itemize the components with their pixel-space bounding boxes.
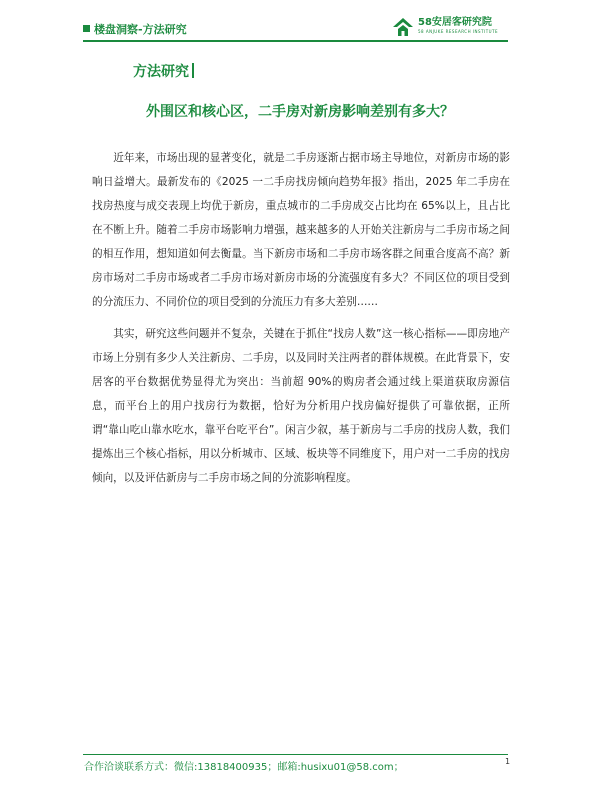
page-number: 1 xyxy=(505,757,511,766)
footer-contact: 合作洽谈联系方式：微信:13818400935；邮箱:husixu01@58.com； xyxy=(84,762,404,773)
logo-house-icon xyxy=(392,17,414,37)
section-heading xyxy=(133,61,194,81)
logo-text xyxy=(418,17,498,35)
logo-name: 58安居客研究院 xyxy=(418,17,492,28)
section-heading-text: 方法研究 xyxy=(133,64,189,80)
article-paragraph: 近年来，市场出现的显著变化，就是二手房逐渐占据市场主导地位，对新房市场的影响日益增大。最新发布的《2025 一二手房找房倾向趋势年报》指出，2025 年二手房在找房热度与成交表现上均优于新房，重点城市的二手房成交占比均在 65%以上，且占比在不断上升。随着二手房市场影响力增强，越来越多的人开始关注新房与二手房市场之间的相互作用，想知道如何去衡量。当下新房市场和二手房市场客群之间重合度高不高？新房市场对二手房市场或者二手房市场对新房市场的分流强度有多大？不同区位的项目受到的分流压力、不同价位的项目受到的分流压力有多大差别…… xyxy=(92,152,510,308)
section-heading-bar xyxy=(192,63,194,78)
logo-subtitle: 58 ANJUKE RESEARCH INSTITUTE xyxy=(418,29,499,34)
footer-divider xyxy=(83,754,508,755)
article-paragraph: 其实，研究这些问题并不复杂，关键在于抓住“找房人数”这一核心指标——即房地产市场上分别有多少人关注新房、二手房，以及同时关注两者的群体规模。在此背景下，安居客的平台数据优势显得尤为突出：当前超 90%的购房者会通过线上渠道获取房源信息，而平台上的用户找房行为数据，恰好为分析用户找房偏好提供了可靠依据，正所谓“靠山吃山靠水吃水，靠平台吃平台”。闲言少叙，基于新房与二手房的找房人数，我们提炼出三个核心指标，用以分析城市、区域、板块等不同维度下，用户对一二手房的找房倾向，以及评估新房与二手房市场之间的分流影响程度。 xyxy=(92,328,510,484)
header-title xyxy=(83,21,187,37)
logo xyxy=(392,17,507,39)
header-divider xyxy=(83,40,508,42)
article-title: 外围区和核心区，二手房对新房影响差别有多大？ xyxy=(146,104,454,120)
article-body xyxy=(92,146,510,498)
header-square-icon xyxy=(83,25,90,32)
header-title-text: 楼盘洞察-方法研究 xyxy=(94,23,187,36)
